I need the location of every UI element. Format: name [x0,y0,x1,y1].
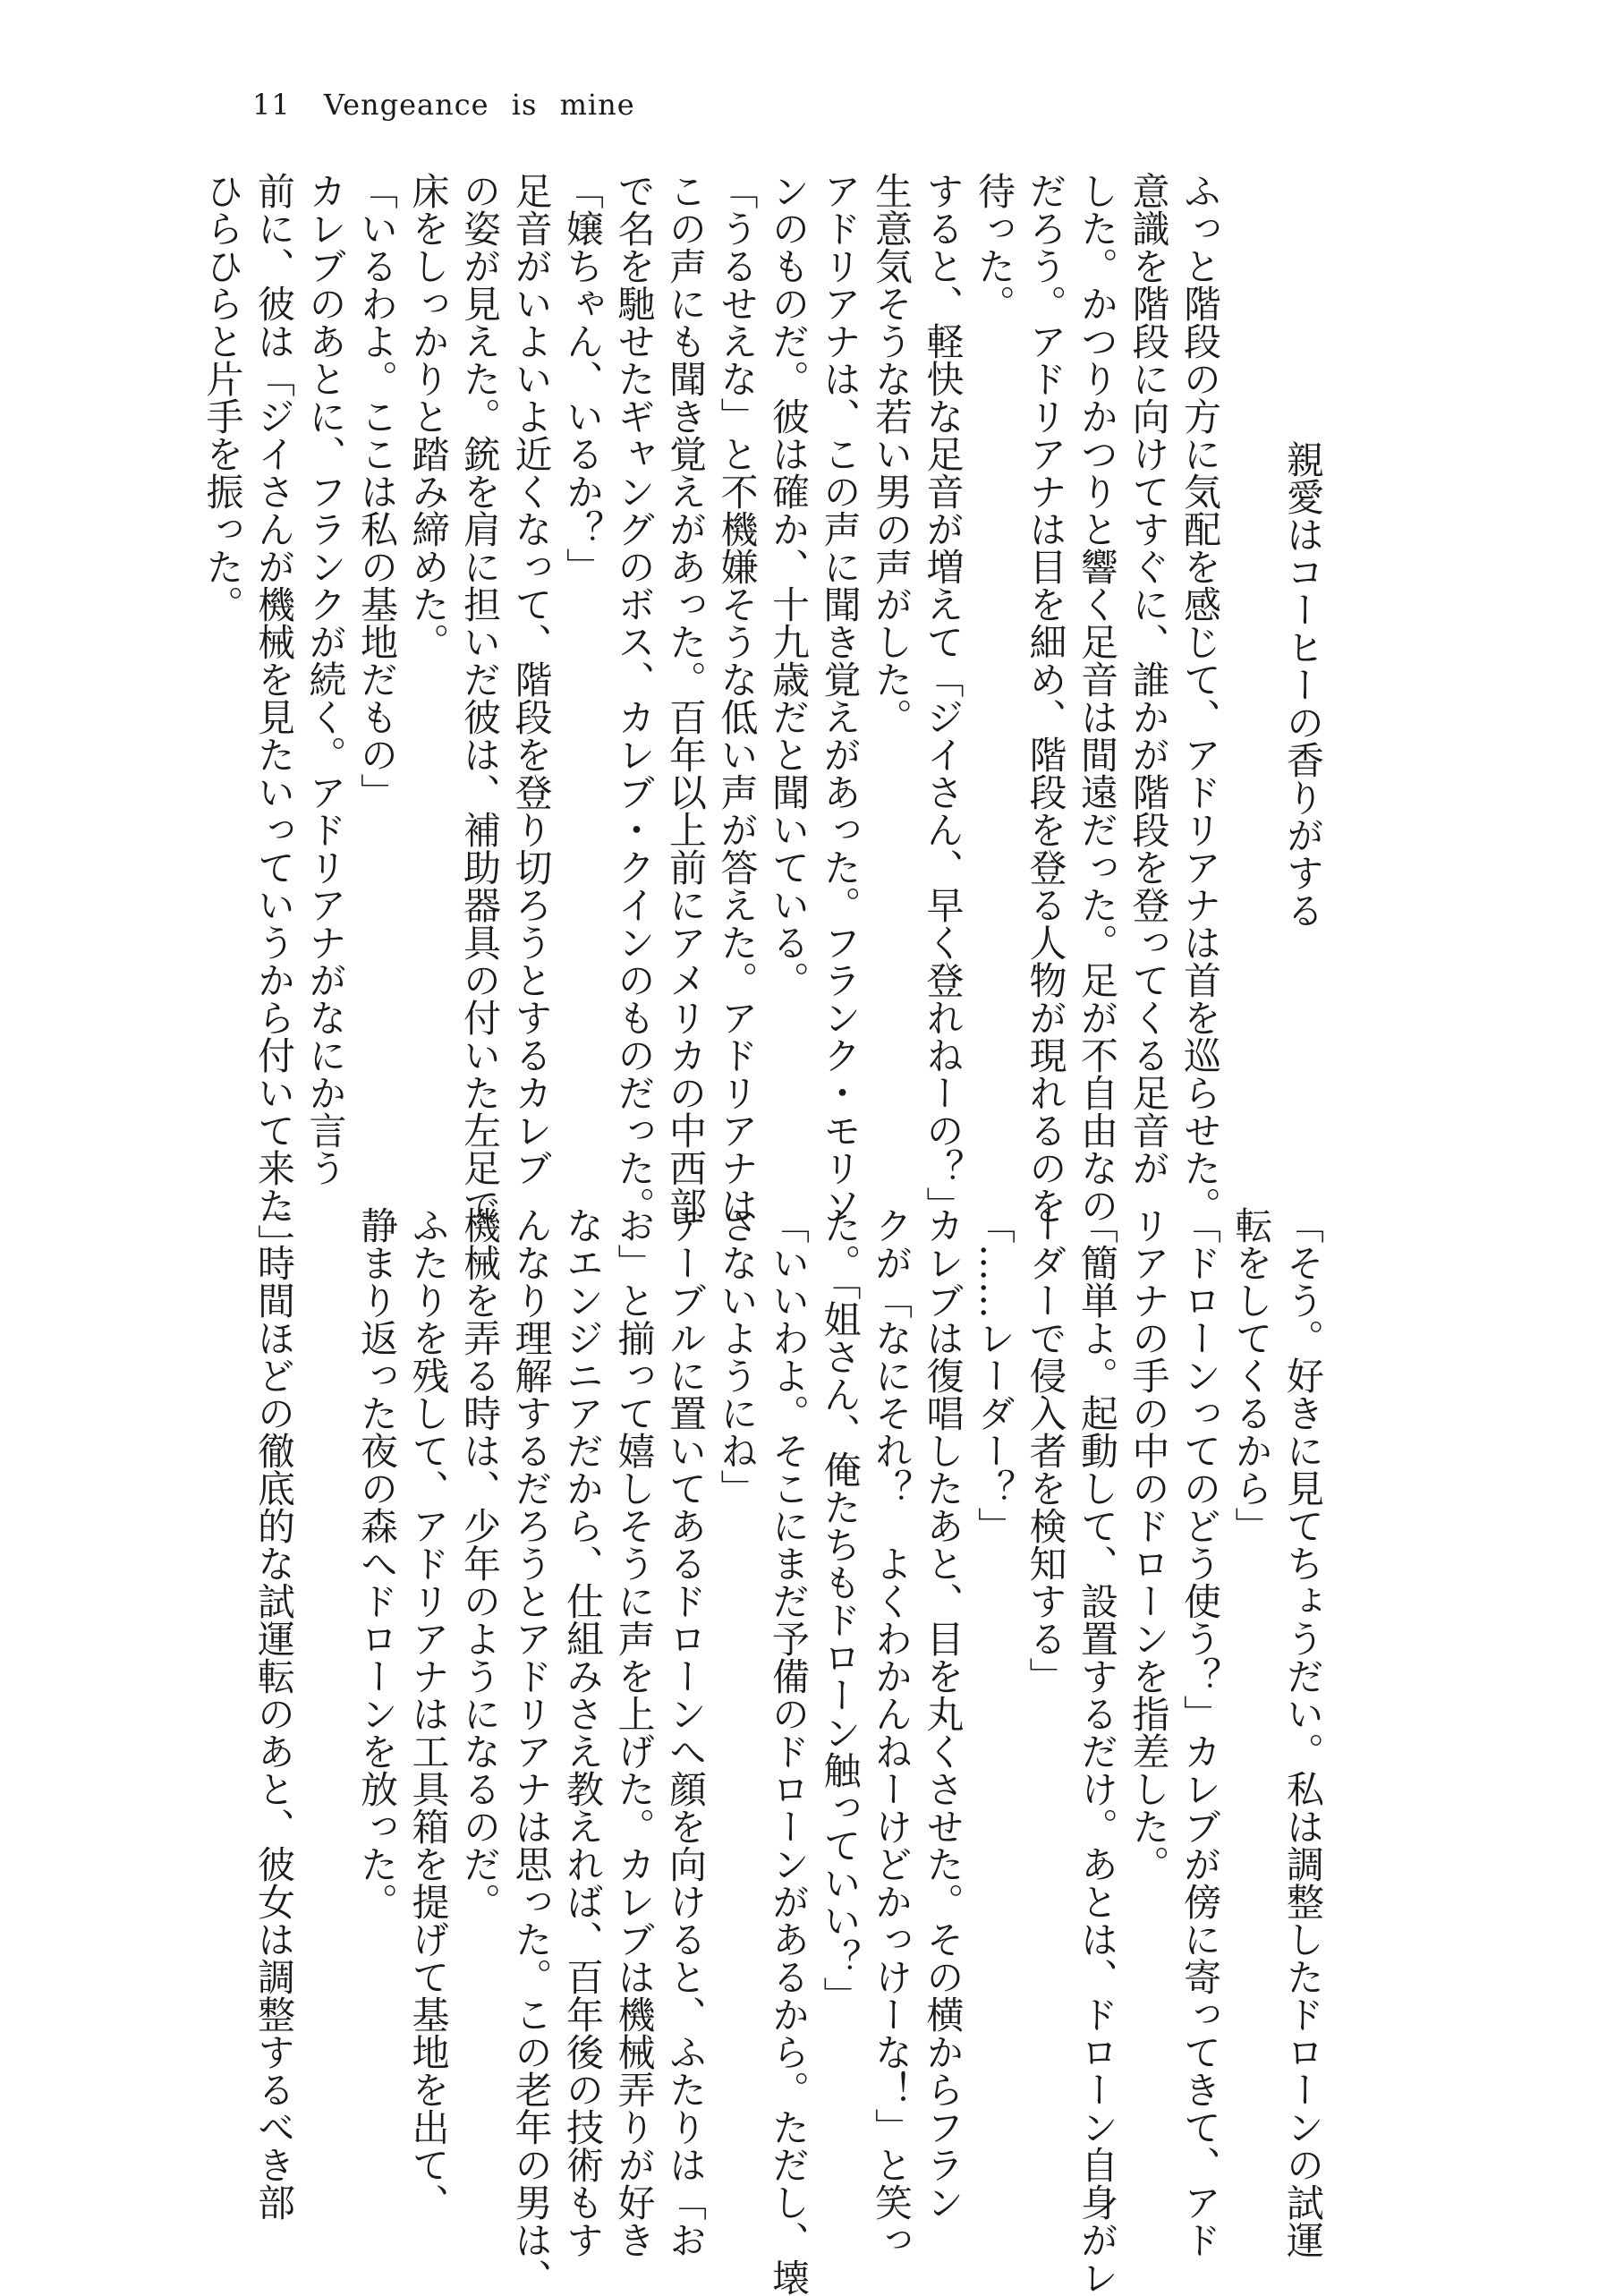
text-line: た。「姐さん、俺たちもドローン触っていい？」 [818,1206,863,2014]
text-line: 「いるわよ。ここは私の基地だもの」 [355,172,399,811]
text-line: 待った。 [973,172,1016,322]
text-line: んなり理解するだろうとアドリアナは思った。この老年の男は、 [509,1206,554,2296]
text-line: お」と揃って嬉しそうに声を上げた。カレブは機械弄りが好き [612,1206,657,2258]
text-line: この声にも聞き覚えがあった。百年以上前にアメリカの中西部 [664,172,708,1224]
header-title-word-3: mine [559,88,635,122]
text-line: ーダーで侵入者を検知する」 [1024,1206,1068,1695]
header-title-word-1: Vengeance [323,88,489,122]
text-line: 前に、彼は「ジイさんが機械を見たいっていうから付いて来た」 [252,172,296,1262]
text-line: 生意気そうな若い男の声がした。 [870,172,914,736]
text-line: ふたりを残して、アドリアナは工具箱を提げて基地を出て、 [406,1206,451,2221]
text-line: カレブは復唱したあと、目を丸くさせた。その横からフラン [921,1206,965,2221]
text-line: 二時間ほどの徹底的な試運転のあと、彼女は調整するべき部 [252,1206,296,2221]
text-line: ンのものだ。彼は確か、十九歳だと聞いている。 [767,172,811,999]
text-line: 「嬢ちゃん、いるか？」 [561,172,605,585]
text-line: リアナの手の中のドローンを指差した。 [1126,1206,1171,1883]
page-number: 11 [252,88,291,122]
text-line: すると、軽快な足音が増えて「ジイさん、早く登れねーの？」 [921,172,965,1224]
text-line: 「いいわよ。そこにまだ予備のドローンがあるから。ただし、壊 [767,1206,811,2296]
text-line: ひらひらと片手を振った。 [200,172,245,623]
chapter-title: 親愛はコーヒーの香りがする [1281,440,1325,929]
text-line: 「簡単よ。起動して、設置するだけ。あとは、ドローン自身がレ [1075,1206,1119,2296]
text-line: の姿が見えた。銃を肩に担いだ彼は、補助器具の付いた左足で [458,172,502,1224]
text-line: 「そう。好きに見てちょうだい。私は調整したドローンの試運 [1281,1206,1325,2258]
text-line: ふっと階段の方に気配を感じて、アドリアナは首を巡らせた。 [1178,172,1222,1224]
header-title-word-2: is [511,88,538,122]
upper-text-block [200,172,1329,1262]
text-line: さないようにね」 [715,1206,760,1507]
text-line: 「ドローンってのどう使う？」カレブが傍に寄ってきて、アド [1178,1206,1222,2258]
text-line: 足音がいよいよ近くなって、階段を登り切ろうとするカレブ [509,172,554,1186]
lower-text-block [252,1206,1329,2296]
text-line: なエンジニアだから、仕組みさえ教えれば、百年後の技術もす [561,1206,605,2258]
text-line: カレブのあとに、フランクが続く。アドリアナがなにか言う [303,172,348,1186]
text-line: 「うるせえな」と不機嫌そうな低い声が答えた。アドリアナは [715,172,760,1224]
running-header [252,88,648,122]
blank-line [300,1206,352,2121]
text-line: アドリアナは、この声に聞き覚えがあった。フランク・モリソ [818,172,863,1224]
text-line: テーブルに置いてあるドローンへ顔を向けると、ふたりは「お [664,1206,708,2258]
text-line: 意識を階段に向けてすぐに、誰かが階段を登ってくる足音が [1126,172,1171,1186]
text-line: 転をしてくるから」 [1229,1206,1274,1544]
text-line: した。かつりかつりと響く足音は間遠だった。足が不自由なの [1075,172,1119,1224]
text-line: だろう。アドリアナは目を細め、階段を登る人物が現れるのを [1024,172,1068,1224]
text-line: 機械を弄る時は、少年のようになるのだ。 [458,1206,502,1920]
text-line: で名を馳せたギャングのボス、カレブ・クインのものだった。 [612,172,657,1224]
text-line: 床をしっかりと踏み締めた。 [406,172,451,660]
text-line: クが「なにそれ？ よくわかんねーけどかっけーな！」と笑っ [870,1206,914,2258]
text-line: 静まり返った夜の森へドローンを放った。 [355,1206,399,1920]
text-line: 「……レーダー？」 [973,1206,1016,1544]
